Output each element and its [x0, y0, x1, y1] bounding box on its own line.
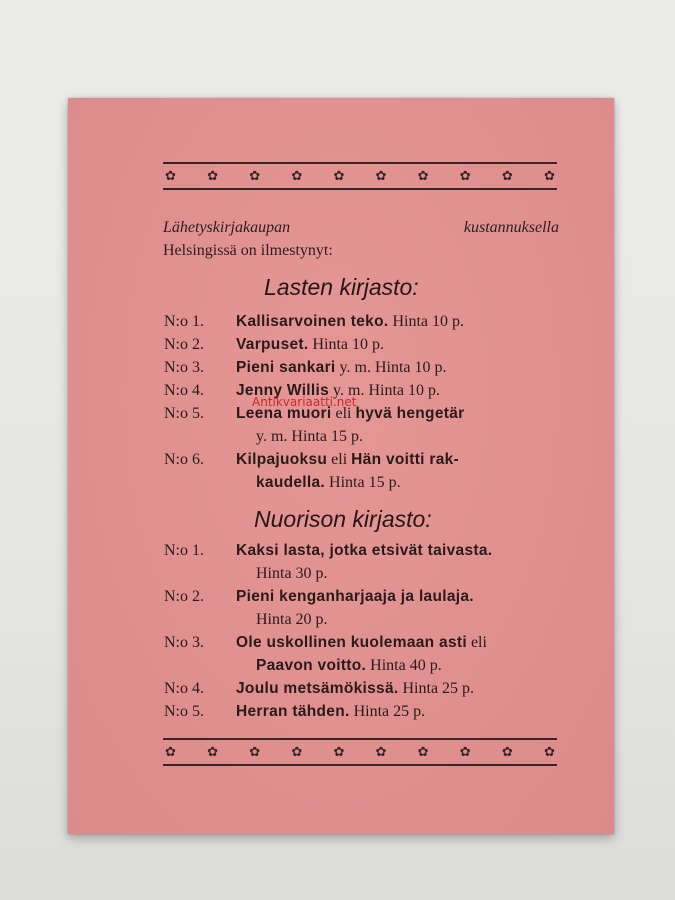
item-number: N:o 3.	[164, 359, 204, 376]
price-text: Hinta 30 p.	[256, 565, 328, 582]
book-title: Ole uskollinen kuolemaan asti	[236, 634, 467, 651]
item-number: N:o 1.	[164, 313, 204, 330]
flower-icon: ✿	[417, 168, 429, 183]
conjunction-text: eli	[327, 451, 352, 468]
flower-icon: ✿	[459, 744, 471, 759]
intro-text: Lähetyskirjakaupan	[163, 219, 291, 236]
book-title: Hän voitti rak-	[351, 451, 460, 468]
price-text: Hinta 40 p.	[366, 657, 442, 674]
book-title: Kaksi lasta, jotka etsivät taivasta.	[236, 542, 493, 559]
intro-text: kustannuksella	[463, 219, 559, 236]
item-number: N:o 5.	[164, 405, 204, 422]
flower-icon: ✿	[165, 168, 176, 183]
item-number: N:o 4.	[164, 382, 204, 399]
flower-row	[163, 740, 557, 764]
book-title: Paavon voitto.	[256, 657, 367, 674]
price-text: Hinta 25 p.	[349, 703, 426, 720]
book-title: Kilpajuoksu	[236, 451, 328, 468]
flower-icon: ✿	[207, 168, 219, 183]
flower-icon: ✿	[543, 744, 555, 759]
book-title: Pieni kenganharjaaja ja laulaja.	[236, 588, 474, 605]
conjunction-text: eli	[331, 405, 356, 422]
book-title: Herran tähden.	[236, 703, 350, 720]
flower-icon: ✿	[417, 744, 429, 759]
price-text: Hinta 25 p.	[398, 680, 475, 697]
flower-icon: ✿	[165, 744, 176, 759]
publisher-intro	[163, 216, 559, 262]
flower-icon: ✿	[375, 744, 387, 759]
rule-line	[163, 188, 557, 190]
item-number: N:o 5.	[164, 703, 204, 720]
book-title: Joulu metsämökissä.	[236, 680, 399, 697]
intro-text: Helsingissä on ilmestynyt:	[163, 242, 333, 259]
bottom-ornament-border	[163, 738, 557, 766]
flower-row	[163, 164, 557, 188]
price-text: Hinta 10 p.	[388, 313, 464, 330]
book-title: Jenny Willis	[236, 382, 330, 399]
price-text: y. m. Hinta 15 p.	[256, 428, 363, 445]
flower-icon: ✿	[459, 168, 471, 183]
item-number: N:o 3.	[164, 634, 204, 651]
item-number: N:o 1.	[164, 542, 204, 559]
section-heading: Nuorison kirjasto:	[254, 506, 432, 532]
flower-icon: ✿	[249, 744, 261, 759]
flower-icon: ✿	[501, 168, 513, 183]
watermark-text: Antikvariaatti.net	[252, 395, 357, 409]
rule-line	[163, 764, 557, 766]
flower-icon: ✿	[333, 168, 345, 183]
conjunction-text: eli	[466, 634, 487, 651]
pamphlet-page	[68, 98, 614, 834]
price-text: y. m. Hinta 10 p.	[335, 359, 447, 376]
price-text: Hinta 20 p.	[256, 611, 328, 628]
book-title: hyvä hengetär	[355, 405, 465, 422]
book-title: Kallisarvoinen teko.	[236, 313, 389, 330]
price-text: Hinta 10 p.	[308, 336, 385, 353]
flower-icon: ✿	[333, 744, 345, 759]
flower-icon: ✿	[375, 168, 387, 183]
item-number: N:o 2.	[164, 336, 204, 353]
price-text: Hinta 15 p.	[325, 474, 401, 491]
item-number: N:o 6.	[164, 451, 204, 468]
top-ornament-border	[163, 162, 557, 190]
price-text: y. m. Hinta 10 p.	[329, 382, 440, 399]
book-title: Pieni sankari	[236, 359, 336, 376]
book-title: kaudella.	[256, 474, 326, 491]
item-number: N:o 4.	[164, 680, 204, 697]
item-number: N:o 2.	[164, 588, 204, 605]
section-heading: Lasten kirjasto:	[264, 274, 419, 300]
flower-icon: ✿	[291, 744, 303, 759]
flower-icon: ✿	[291, 168, 303, 183]
flower-icon: ✿	[249, 168, 261, 183]
flower-icon: ✿	[543, 168, 555, 183]
flower-icon: ✿	[207, 744, 219, 759]
flower-icon: ✿	[501, 744, 513, 759]
book-title: Leena muori	[236, 405, 332, 422]
book-title: Varpuset.	[236, 336, 309, 353]
